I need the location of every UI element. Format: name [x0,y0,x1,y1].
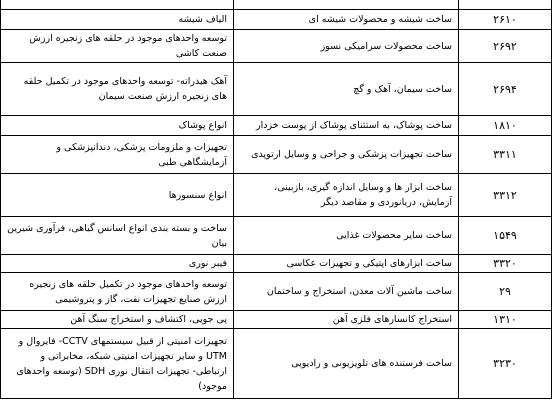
isic-code-cell: ۳۳۱۱ [459,136,552,174]
isic-code-cell: ۲۶۹۴ [459,63,552,116]
table-row [1,174,552,217]
product-cell: انواع سنسورها [1,174,234,217]
activity-cell: ساخت ابزارهای اپتیکی و تجهیزات عکاسی [234,255,459,273]
product-cell: آهک هیدراته- توسعه واحدهای موجود در تکمیل حلقه های زنجیره ارزش صنعت سیمان [1,63,234,116]
table-row [1,329,552,399]
product-cell: ساخت و بسته بندی انواع اسانس گیاهی، فرآوری شیرین بیان [1,217,234,255]
product-cell: تجهیزات و ملزومات پزشکی، دندانپزشکی و آزمایشگاهی طبی [1,136,234,174]
product-cell: پی جویی، اکتشاف و استخراج سنگ آهن [1,311,234,329]
activity-cell: ساخت شیشه و محصولات شیشه ای [234,10,459,30]
activity-cell: استخراج کانسارهای فلزی آهن [234,311,459,329]
product-cell: فیبر نوری [1,255,234,273]
isic-code-cell: ۳۲۳۰ [459,329,552,399]
product-cell: الیاف شیشه [1,10,234,30]
table-row [1,30,552,63]
table-row [1,136,552,174]
product-cell: توسعه واحدهای موجود در تکمیل حلقه های زنجیره ارزش صنایع تجهیزات نفت، گاز و پتروشیمی [1,273,234,311]
product-cell: انواع پوشاک [1,116,234,136]
activity-cell: ساخت سیمان، آهک و گچ [234,63,459,116]
table-row [1,10,552,30]
isic-code-cell: ۲۶۱۰ [459,10,552,30]
table-row [1,0,552,10]
table-row [1,217,552,255]
isic-code-cell: ۳۳۲۰ [459,255,552,273]
product-cell: تجهیزات امنیتی از قبیل سیستمهای CCTV- فایروال و UTM و سایر تجهیزات امنیتی شبکه، مخابراتی و ارتباطی- تجهیزات انتقال نوری SDH (توسعه واحدهای موجود) [1,329,234,399]
activity-cell: ساخت محصولات سرامیکی نسوز [234,30,459,63]
activity-cell: ساخت فرستنده های تلویزیونی و رادیویی [234,329,459,399]
isic-code-cell: ۱۸۱۰ [459,116,552,136]
table-row [1,63,552,116]
activity-cell: ساخت تجهیزات پزشکی و جراحی و وسایل ارتوپدی [234,136,459,174]
product-cell: توسعه واحدهای موجود در حلقه های زنجیره ارزش صنعت کاشی [1,30,234,63]
table-row [1,311,552,329]
table-row [1,255,552,273]
isic-code-cell: ۲۹ [459,273,552,311]
activity-cell: ساخت پوشاک، به استثنای پوشاک از پوست خزدار [234,116,459,136]
isic-code-cell: ۲۶۹۲ [459,30,552,63]
isic-code-cell: ۱۵۴۹ [459,217,552,255]
table-row [1,273,552,311]
isic-code-cell: ۱۳۱۰ [459,311,552,329]
activity-cell [234,0,459,10]
table-row [1,116,552,136]
isic-code-cell: ۳۳۱۲ [459,174,552,217]
product-cell [1,0,234,10]
activity-cell: ساخت سایر محصولات غذایی [234,217,459,255]
activity-cell: ساخت ابزار ها و وسایل اندازه گیری، بازبینی، آزمایش، دریانوردی و مقاصد دیگر [234,174,459,217]
isic-code-cell [459,0,552,10]
activity-cell: ساخت ماشین آلات معدن، استخراج و ساختمان [234,273,459,311]
